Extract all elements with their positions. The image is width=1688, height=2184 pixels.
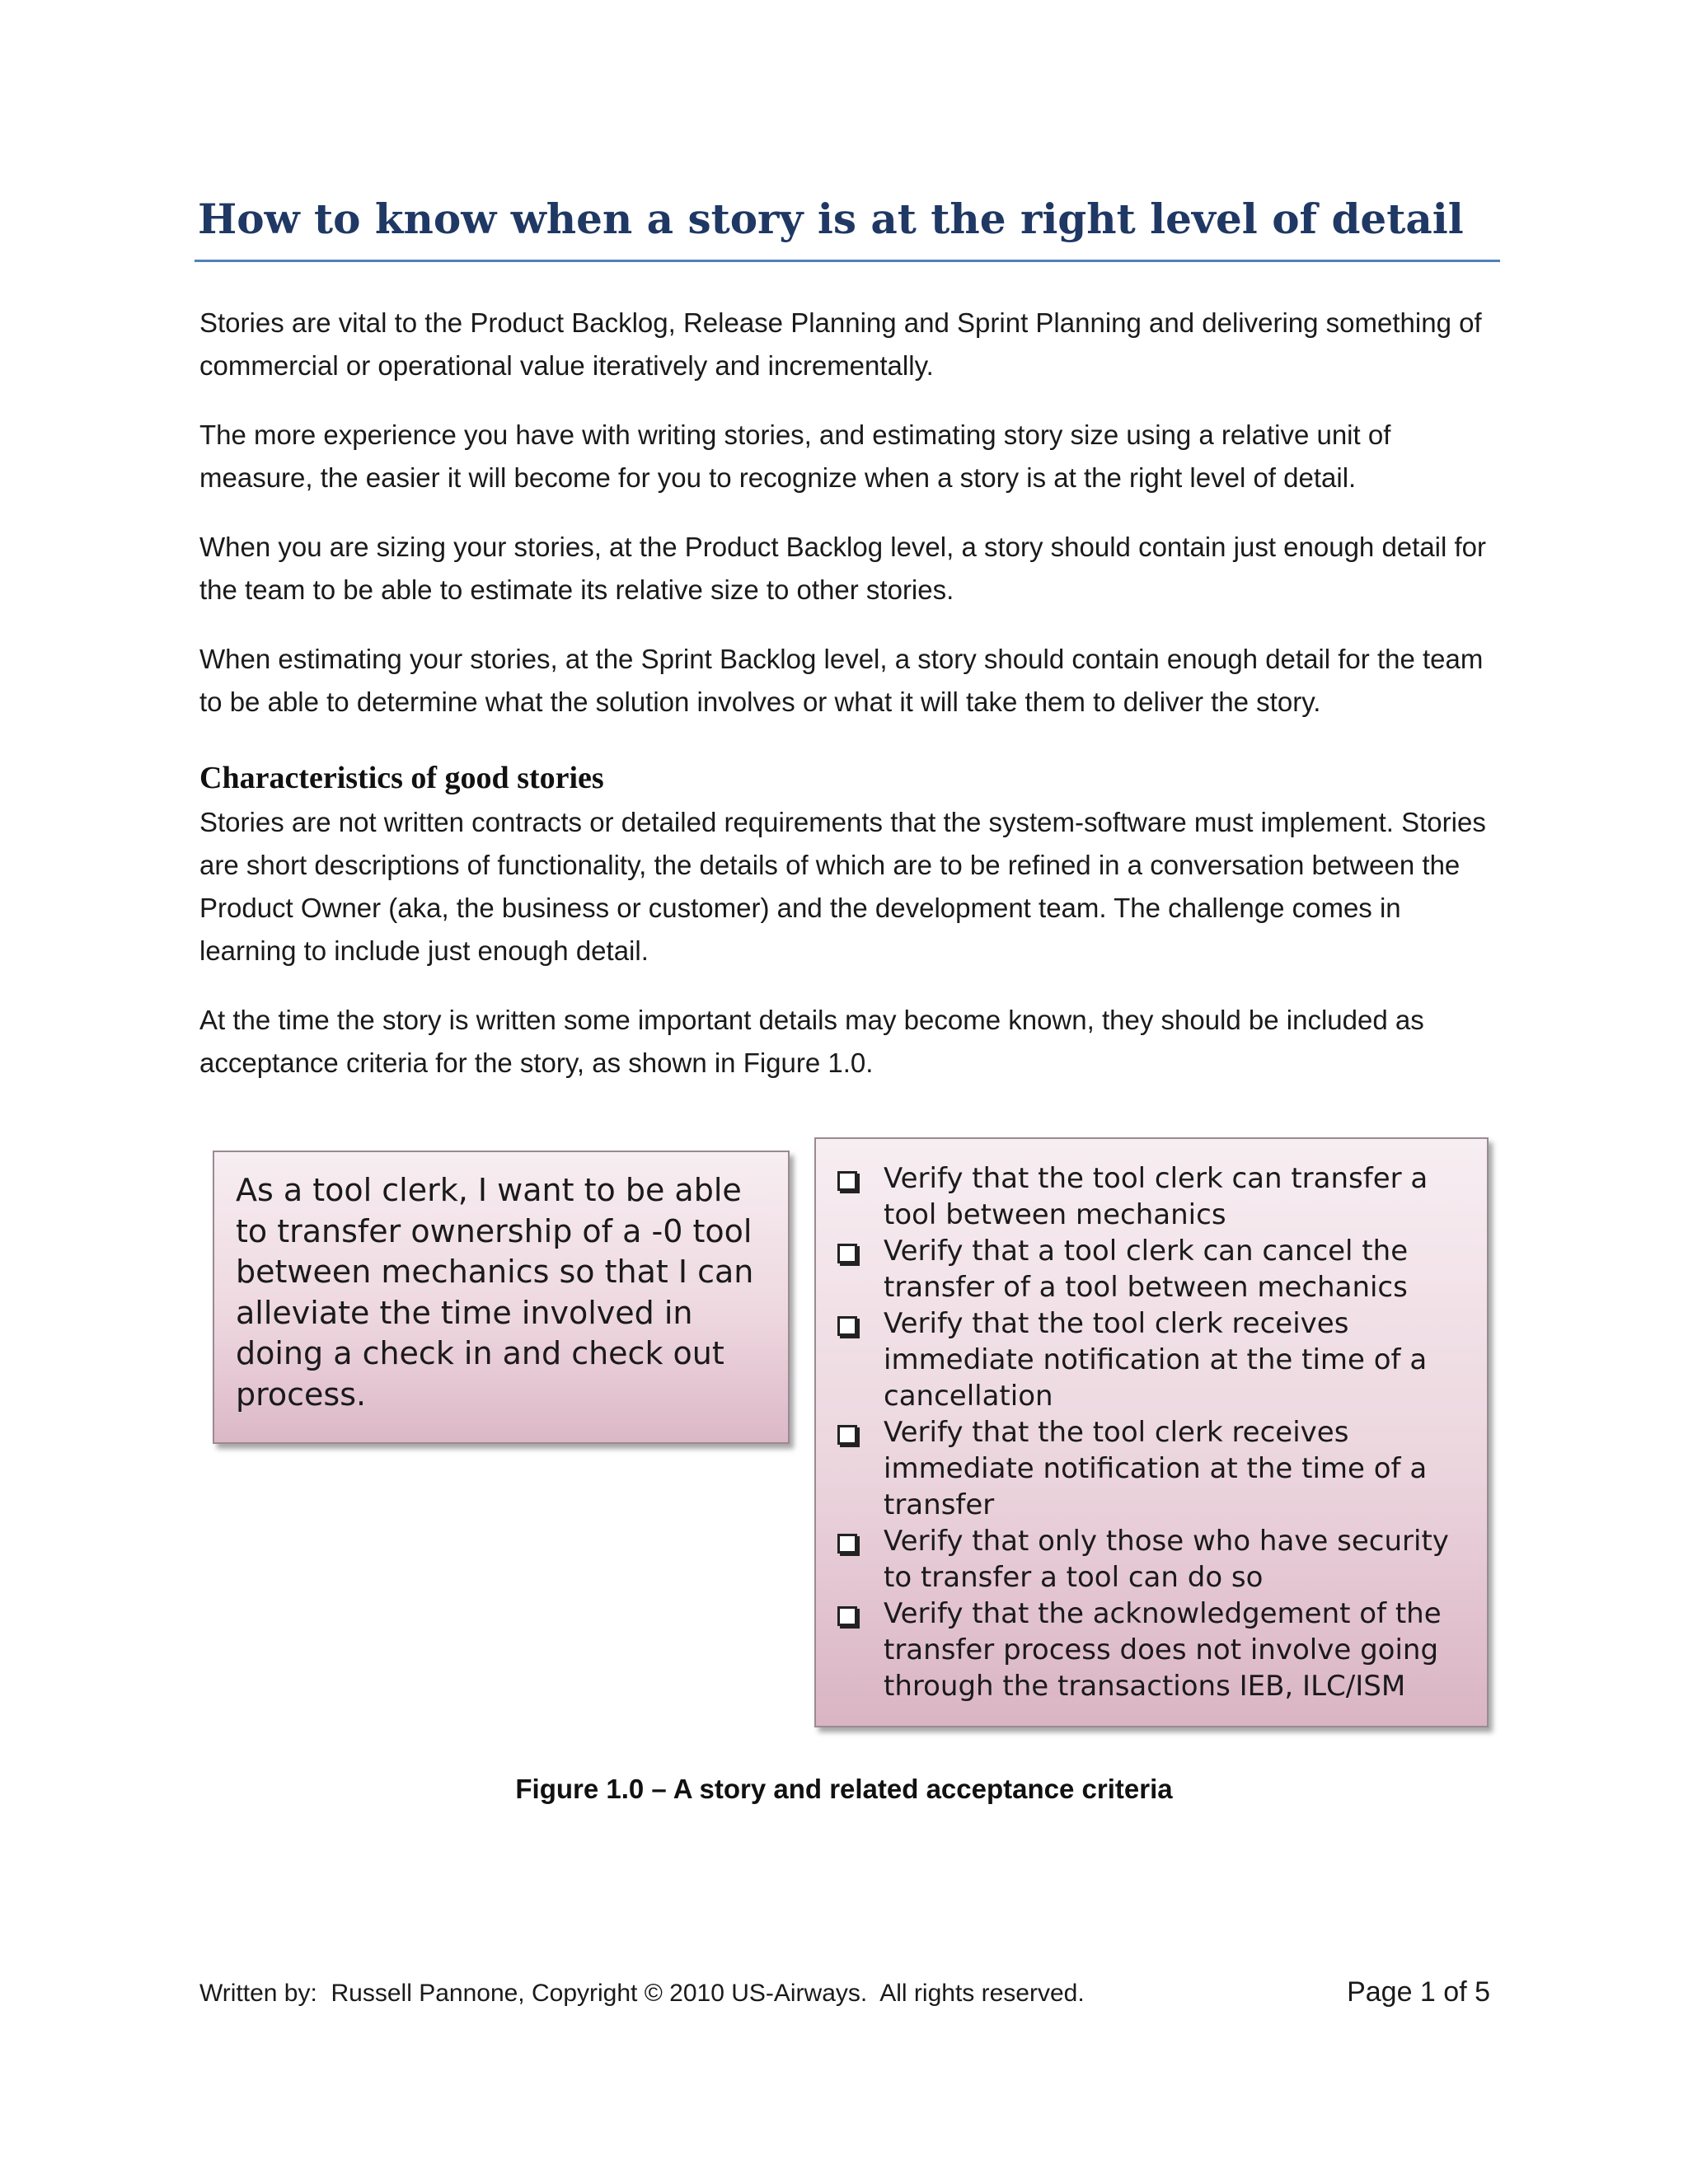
story-card-text: As a tool clerk, I want to be able to transfer ownership of a -0 tool between mechanics so that I can alleviate the time involved in doing a check in and check out process.	[236, 1172, 754, 1413]
checkbox-bullet-icon	[837, 1171, 857, 1191]
section-paragraph-1: Stories are not written contracts or detailed requirements that the system-software must implement. Stories are short descriptions of functionality, the details of which are to be refined in a conversation between the Product Owner (aka, the business or customer) and the development team. The challenge comes in learning to include just enough detail.	[199, 807, 1486, 966]
criteria-item-text: Verify that only those who have security to transfer a tool can do so	[884, 1525, 1449, 1594]
acceptance-criteria-card	[814, 1137, 1489, 1727]
checkbox-bullet-icon	[837, 1244, 857, 1263]
criteria-item	[834, 1414, 1472, 1523]
section-paragraph-2: At the time the story is written some important details may become known, they should be included as acceptance criteria for the story, as shown in Figure 1.0.	[199, 1005, 1424, 1078]
checkbox-bullet-icon	[837, 1606, 857, 1626]
criteria-item	[834, 1596, 1472, 1704]
criteria-item-text: Verify that the acknowledgement of the transfer process does not involve going through the transactions IEB, ILC/ISM	[884, 1597, 1442, 1703]
intro-paragraph-4: When estimating your stories, at the Sprint Backlog level, a story should contain enough detail for the team to be able to determine what the solution involves or what it will take them to deliver the story.	[199, 644, 1484, 717]
checkbox-bullet-icon	[837, 1425, 857, 1445]
criteria-item	[834, 1160, 1472, 1233]
criteria-item	[834, 1305, 1472, 1414]
criteria-item-text: Verify that the tool clerk receives immediate notification at the time of a cancellation	[884, 1307, 1428, 1413]
criteria-item-text: Verify that the tool clerk can transfer a tool between mechanics	[884, 1162, 1428, 1231]
title-underline-divider	[195, 260, 1500, 262]
criteria-item-text: Verify that the tool clerk receives immediate notification at the time of a transfer	[884, 1416, 1428, 1521]
criteria-item	[834, 1523, 1472, 1596]
page-title: How to know when a story is at the right level of detail	[198, 194, 1464, 243]
footer-copyright: Written by: Russell Pannone, Copyright © 2010 US-Airways. All rights reserved.	[199, 1980, 1085, 2007]
checkbox-bullet-icon	[837, 1534, 857, 1554]
checkbox-bullet-icon	[837, 1316, 857, 1336]
criteria-item-text: Verify that a tool clerk can cancel the transfer of a tool between mechanics	[884, 1235, 1409, 1304]
section-heading: Characteristics of good stories	[199, 761, 604, 795]
criteria-item	[834, 1233, 1472, 1305]
intro-paragraph-2: The more experience you have with writing stories, and estimating story size using a relative unit of measure, the easier it will become for you to recognize when a story is at the right level of detail.	[199, 419, 1391, 493]
acceptance-criteria-list	[834, 1160, 1472, 1704]
intro-paragraph-3: When you are sizing your stories, at the Product Backlog level, a story should contain just enough detail for the team to be able to estimate its relative size to other stories.	[199, 532, 1487, 605]
intro-paragraph-1: Stories are vital to the Product Backlog, Release Planning and Sprint Planning and delivering something of commercial or operational value iteratively and incrementally.	[199, 307, 1482, 381]
story-card	[213, 1151, 790, 1444]
footer-page-number: Page 1 of 5	[1347, 1976, 1490, 2008]
figure-caption: Figure 1.0 – A story and related acceptance criteria	[515, 1774, 1173, 1804]
